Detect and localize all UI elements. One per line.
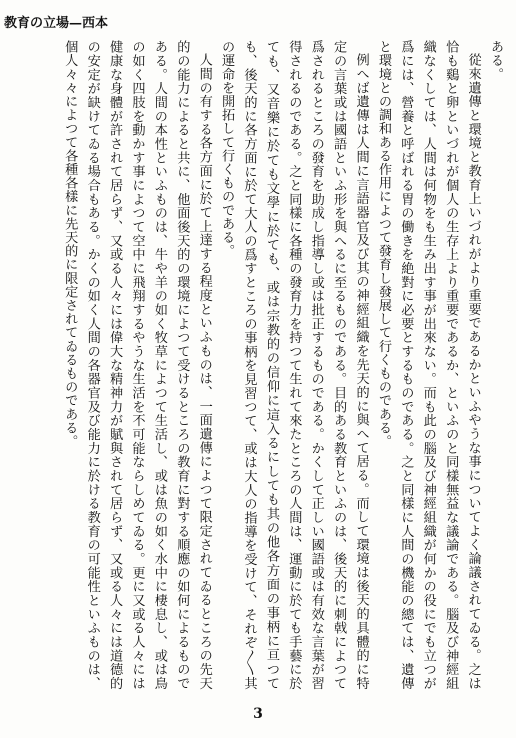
running-head-text: 教育の立場—西本 bbox=[4, 15, 109, 31]
paragraph-human-ability: 人間の有する各方面に於て上達する程度といふものは、一面遺傳によつて限定されてゐるところの先天的の能力によると共に、他面後天的の環境によつて受けるところの教育に對する順應の如何によるものである。人間の本性といふものは、牛や羊の如く牧草によつて生活し、或は魚の如く水中に棲息し、或は鳥の如く四肢を動かす事によつて空中に飛翔するやうな生活を不可能ならしめてゐる。更に又或る人々には健康な身體が許されて居らず、又或る人々には偉大な精神力が賦與されて居らず、又或る人々には道德的の安定が缺けてゐる場合もある。かくの如く人間の各器官及び能力に於ける教育の可能性といふものは、個人々々によつて各種各樣に先天的に限定されてゐるものである。 bbox=[62, 40, 212, 690]
paragraph-heredity-environment: 從來遺傳と環境と教育上いづれがより重要であるかといふやうな事についてよく論議されてゐる。之は恰も鷄と卵といづれが個人の生存上より重要であるか、といふのと同樣無益な議論である。腦及び神經組織なくしては、人間は何物をも生み出す事が出來ない。而も此の腦及び神經組織が何かの役にでも立つが爲には、營養と呼ばれる胃の働きを絶對に必要とするものである。之と同樣に人間の機能の總ては、遺傳と環境との調和ある作用によつて發育し發展して行くものである。 bbox=[375, 40, 481, 690]
running-head bbox=[4, 6, 109, 36]
body-text bbox=[62, 40, 506, 690]
page-number: 3 bbox=[253, 706, 263, 722]
paragraph-continuation: ある。 bbox=[488, 40, 503, 81]
paragraph-language-example: 例へば遺傳は人間に言語器官及び其の神經組織を先天的に與へて居る。而して環境は後天的具體的に特定の言葉或は國語といふ形を與へるに至るものである。目的ある教育といふのは、後天的に刺戟によつて爲されるところの發育を助成し指導し或は批正するものである。かくして正しい國語或は有效な言葉が習得されるのである。之と同樣に各種の發育力を持つて生れて來たところの人間は、運動に於ても手藝に於ても、又音樂に於ても文學に於ても、或は宗教的の信仰に這入るにしても其の他各方面の事柄に亘つても、後天的に各方面に於て大人の爲すところの事柄を見習つて、或は大人の指導を受けて、それぞ〱其の運命を開拓して行くものである。 bbox=[219, 40, 369, 690]
